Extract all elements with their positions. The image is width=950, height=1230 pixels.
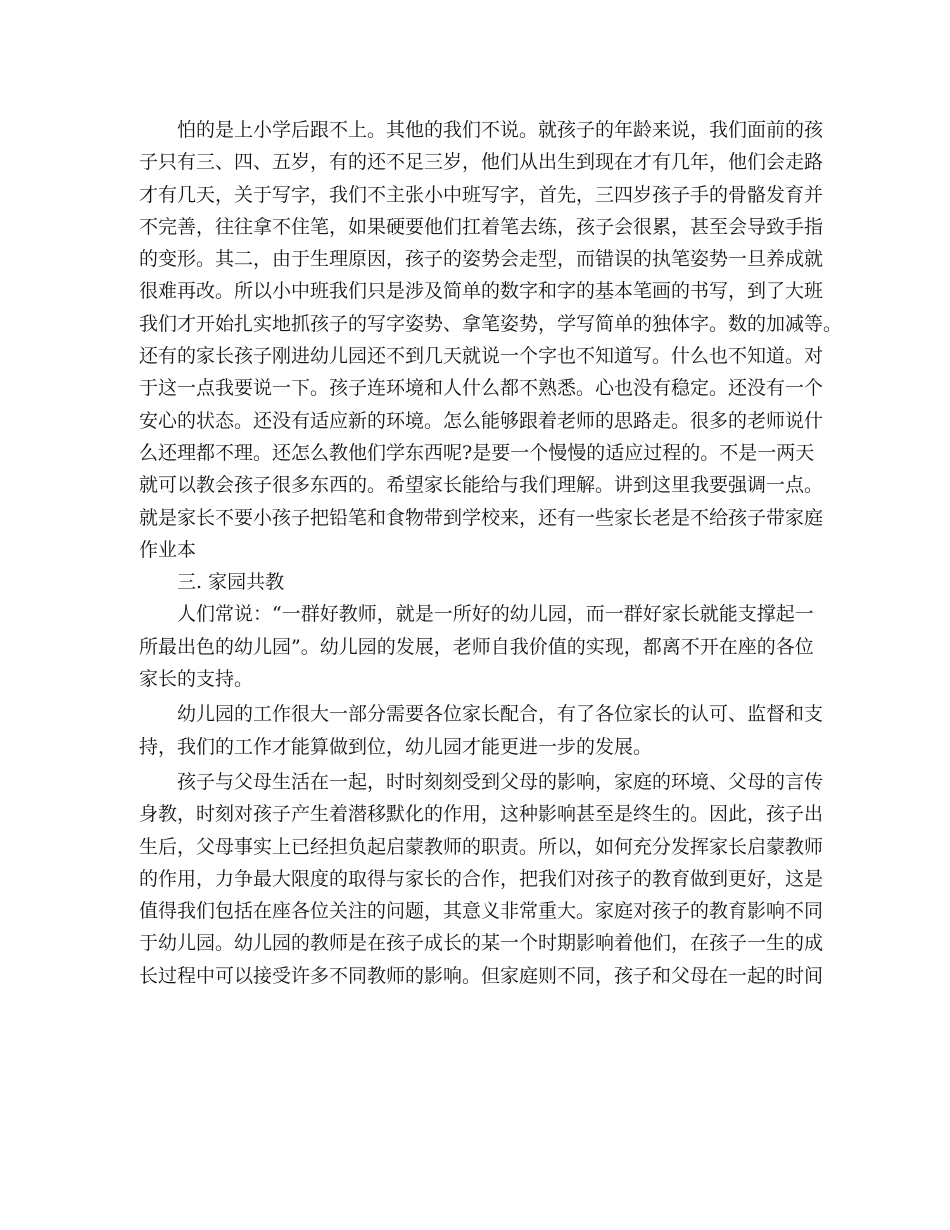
text-line: 身教，时刻对孩子产生着潜移默化的作用，这种影响甚至是终生的。因此，孩子出 — [139, 803, 824, 826]
text-line: 很难再改。所以小中班我们只是涉及简单的数字和字的基本笔画的书写，到了大班 — [139, 280, 824, 303]
text-line: 孩子与父母生活在一起，时时刻刻受到父母的影响，家庭的环境、父母的言传 — [177, 770, 824, 793]
text-line: 么还理都不理。还怎么教他们学东西呢?是要一个慢慢的适应过程的。不是一两天 — [139, 441, 815, 464]
text-line: 安心的状态。还没有适应新的环境。怎么能够跟着老师的思路走。很多的老师说什 — [139, 409, 824, 432]
text-line: 于这一点我要说一下。孩子连环境和人什么都不熟悉。心也没有稳定。还没有一个 — [139, 377, 824, 400]
text-line: 我们才开始扎实地抓孩子的写字姿势、拿笔姿势，学写简单的独体字。数的加减等。 — [139, 312, 843, 335]
text-line: 长过程中可以接受许多不同教师的影响。但家庭则不同，孩子和父母在一起的时间 — [139, 964, 824, 987]
text-line: 幼儿园的工作很大一部分需要各位家长配合，有了各位家长的认可、监督和支 — [177, 703, 824, 726]
text-line: 才有几天，关于写字，我们不主张小中班写字，首先，三四岁孩子手的骨骼发育并 — [139, 183, 824, 206]
text-line: 不完善，往往拿不住笔，如果硬要他们扛着笔去练，孩子会很累，甚至会导致手指 — [139, 215, 824, 238]
text-line: 持，我们的工作才能算做到位，幼儿园才能更进一步的发展。 — [139, 735, 653, 758]
text-line: 的作用，力争最大限度的取得与家长的合作，把我们对孩子的教育做到更好，这是 — [139, 867, 824, 890]
text-line: 于幼儿园。幼儿园的教师是在孩子成长的某一个时期影响着他们，在孩子一生的成 — [139, 932, 824, 955]
text-line: 还有的家长孩子刚进幼儿园还不到几天就说一个字也不知道写。什么也不知道。对 — [139, 345, 824, 368]
text-line: 人们常说：“一群好教师，就是一所好的幼儿园，而一群好家长就能支撑起一 — [177, 603, 814, 626]
section-heading: 三. 家园共教 — [177, 571, 285, 594]
text-line: 家长的支持。 — [139, 668, 254, 691]
text-line: 的变形。其二，由于生理原因，孩子的姿势会走型，而错误的执笔姿势一旦养成就 — [139, 248, 824, 271]
text-line: 所最出色的幼儿园”。幼儿园的发展，老师自我价值的实现，都离不开在座的各位 — [139, 635, 814, 658]
text-line: 子只有三、四、五岁，有的还不足三岁，他们从出生到现在才有几年，他们会走路 — [139, 151, 824, 174]
text-line: 就是家长不要小孩子把铅笔和食物带到学校来，还有一些家长老是不给孩子带家庭 — [139, 506, 824, 529]
document-body — [139, 114, 843, 992]
text-line: 就可以教会孩子很多东西的。希望家长能给与我们理解。讲到这里我要强调一点。 — [139, 474, 824, 497]
text-line: 值得我们包括在座各位关注的问题，其意义非常重大。家庭对孩子的教育影响不同 — [139, 900, 824, 923]
text-line: 怕的是上小学后跟不上。其他的我们不说。就孩子的年龄来说，我们面前的孩 — [177, 119, 824, 141]
text-line: 生后，父母事实上已经担负起启蒙教师的职责。所以，如何充分发挥家长启蒙教师 — [139, 835, 824, 858]
text-line: 作业本 — [139, 538, 197, 561]
